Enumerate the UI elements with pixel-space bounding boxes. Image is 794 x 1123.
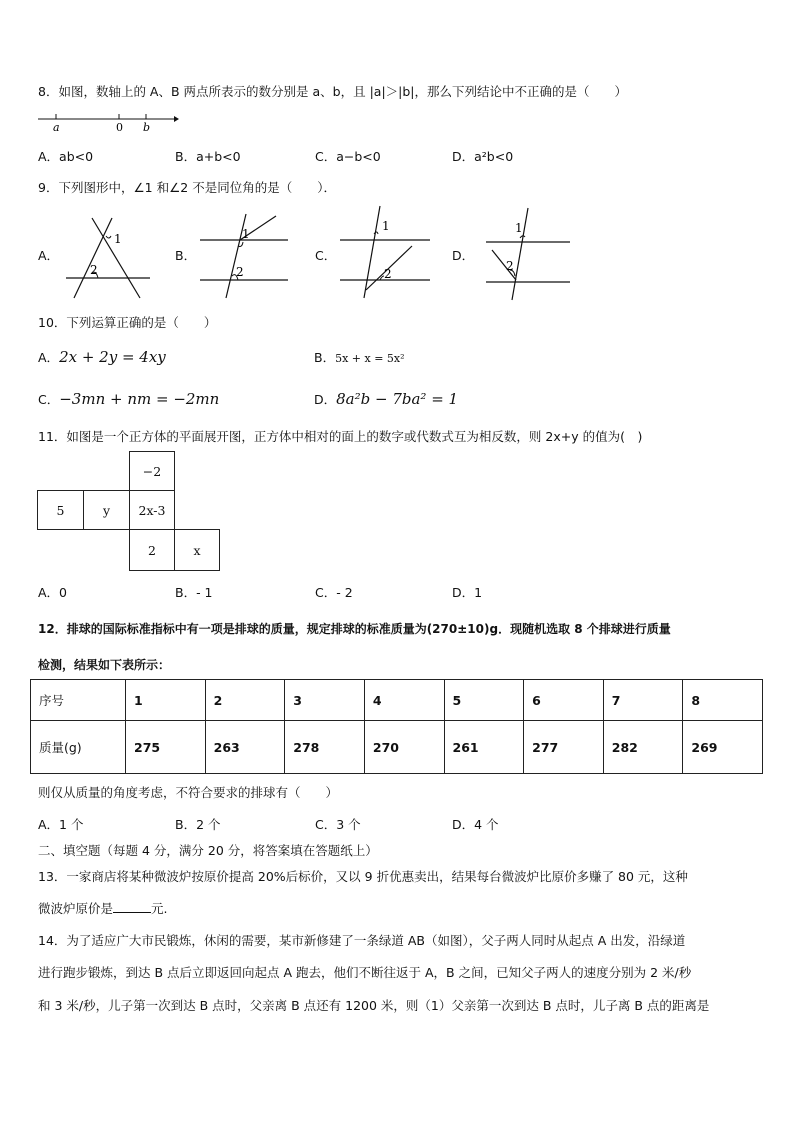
table-cell: 278 bbox=[285, 721, 365, 774]
svg-text:1: 1 bbox=[242, 227, 250, 241]
table-row bbox=[31, 721, 763, 774]
row-header-mass: 质量(g) bbox=[31, 721, 126, 774]
table-cell: 270 bbox=[364, 721, 444, 774]
q13-line1: 13．一家商店将某种微波炉按原价提高 20%后标价，又以 9 折优惠卖出，结果每台微波炉比原价多赚了 80 元，这种 bbox=[38, 869, 688, 884]
q10-option-b[interactable]: B．5x + x = 5x² bbox=[314, 350, 405, 365]
number-line-figure bbox=[36, 108, 181, 134]
q8-option-c[interactable]: C．a−b<0 bbox=[315, 149, 381, 164]
mass-table bbox=[30, 679, 763, 774]
table-cell: 263 bbox=[205, 721, 285, 774]
cube-face: 5 bbox=[37, 490, 84, 530]
angle-label-1: 1 bbox=[114, 232, 122, 246]
q12-stem-line2: 检测，结果如下表所示： bbox=[38, 658, 171, 672]
table-cell: 2 bbox=[205, 680, 285, 721]
q10-stem: 10．下列运算正确的是（ ） bbox=[38, 315, 217, 330]
q10-expr-c: −3mn + nm = −2mn bbox=[59, 390, 220, 408]
q9-figure-d bbox=[482, 204, 574, 304]
angle-label-2: 2 bbox=[90, 263, 98, 277]
q8-option-a[interactable]: A．ab<0 bbox=[38, 149, 94, 164]
q9-figure-c bbox=[336, 204, 434, 302]
q9-option-d[interactable]: D． bbox=[452, 248, 475, 263]
q10-expr-d: 8a²b − 7ba² = 1 bbox=[336, 390, 459, 408]
q12-option-c[interactable]: C．3 个 bbox=[315, 817, 361, 832]
cube-face: x bbox=[174, 529, 220, 571]
axis-label-0: 0 bbox=[116, 121, 123, 134]
axis-label-a: a bbox=[53, 121, 60, 134]
cube-face: −2 bbox=[129, 451, 175, 491]
table-cell: 5 bbox=[444, 680, 524, 721]
q12-option-a[interactable]: A．1 个 bbox=[38, 817, 84, 832]
row-header-number: 序号 bbox=[31, 680, 126, 721]
table-cell: 3 bbox=[285, 680, 365, 721]
q14-line1: 14．为了适应广大市民锻炼，休闲的需要，某市新修建了一条绿道 AB（如图），父子两人同时从起点 A 出发，沿绿道 bbox=[38, 933, 686, 948]
q9-option-c[interactable]: C． bbox=[315, 248, 337, 263]
q13-line2: 微波炉原价是 元. bbox=[38, 901, 168, 916]
q14-line2: 进行跑步锻炼，到达 B 点后立即返回向起点 A 跑去，他们不断往返于 A，B 之间，已知父子两人的速度分别为 2 米/秒 bbox=[38, 965, 692, 980]
section-heading-fill-in: 二、填空题（每题 4 分，满分 20 分，将答案填在答题纸上） bbox=[38, 843, 378, 858]
q11-option-a[interactable]: A．0 bbox=[38, 585, 68, 600]
q11-option-c[interactable]: C．- 2 bbox=[315, 585, 353, 600]
q10-expr-b: 5x + x = 5x² bbox=[335, 352, 405, 365]
svg-text:2: 2 bbox=[384, 267, 392, 281]
q8-option-d[interactable]: D．a²b<0 bbox=[452, 149, 514, 164]
axis-label-b: b bbox=[143, 121, 151, 134]
q11-stem: 11．如图是一个正方体的平面展开图，正方体中相对的面上的数字或代数式互为相反数，则 2x+y 的值为( ) bbox=[38, 429, 643, 444]
q9-option-a[interactable]: A． bbox=[38, 248, 60, 263]
svg-text:2: 2 bbox=[506, 259, 514, 273]
q10-option-a[interactable]: A．2x + 2y = 4xy bbox=[38, 348, 166, 366]
table-cell: 4 bbox=[364, 680, 444, 721]
table-cell: 8 bbox=[683, 680, 763, 721]
q9-figure-b bbox=[196, 210, 292, 302]
q8-option-b[interactable]: B．a+b<0 bbox=[175, 149, 241, 164]
table-cell: 275 bbox=[126, 721, 206, 774]
table-cell: 1 bbox=[126, 680, 206, 721]
q8-stem: 8．如图，数轴上的 A、B 两点所表示的数分别是 a、b，且 |a|＞|b|，那么下列结论中不正确的是（ ） bbox=[38, 84, 628, 99]
table-cell: 261 bbox=[444, 721, 524, 774]
q10-expr-a: 2x + 2y = 4xy bbox=[59, 348, 166, 366]
cube-face: 2 bbox=[129, 529, 175, 571]
q11-option-b[interactable]: B．- 1 bbox=[175, 585, 213, 600]
number-line-arrow bbox=[174, 116, 179, 122]
table-cell: 7 bbox=[603, 680, 683, 721]
cube-face: 2x-3 bbox=[129, 490, 175, 530]
q9-option-b[interactable]: B． bbox=[175, 248, 197, 263]
svg-text:1: 1 bbox=[515, 221, 523, 235]
table-cell: 277 bbox=[524, 721, 604, 774]
table-cell: 6 bbox=[524, 680, 604, 721]
q12-question: 则仅从质量的角度考虑，不符合要求的排球有（ ） bbox=[38, 785, 339, 800]
cube-face: y bbox=[83, 490, 130, 530]
table-cell: 269 bbox=[683, 721, 763, 774]
q12-option-b[interactable]: B．2 个 bbox=[175, 817, 221, 832]
q10-option-d[interactable]: D．8a²b − 7ba² = 1 bbox=[314, 390, 459, 408]
q12-option-d[interactable]: D．4 个 bbox=[452, 817, 499, 832]
svg-text:1: 1 bbox=[382, 219, 390, 233]
table-row bbox=[31, 680, 763, 721]
table-cell: 282 bbox=[603, 721, 683, 774]
q12-stem-line1: 12．排球的国际标准指标中有一项是排球的质量，规定排球的标准质量为(270±10)g．现随机选取 8 个排球进行质量 bbox=[38, 622, 671, 636]
q9-stem: 9．下列图形中，∠1 和∠2 不是同位角的是（ ）． bbox=[38, 180, 336, 195]
svg-text:2: 2 bbox=[236, 265, 244, 279]
q9-figure-a bbox=[62, 212, 154, 304]
answer-blank[interactable] bbox=[113, 912, 151, 913]
q14-line3: 和 3 米/秒，儿子第一次到达 B 点时，父亲离 B 点还有 1200 米，则（1）父亲第一次到达 B 点时，儿子离 B 点的距离是 bbox=[38, 998, 710, 1013]
q11-option-d[interactable]: D．1 bbox=[452, 585, 483, 600]
q10-option-c[interactable]: C．−3mn + nm = −2mn bbox=[38, 390, 220, 408]
